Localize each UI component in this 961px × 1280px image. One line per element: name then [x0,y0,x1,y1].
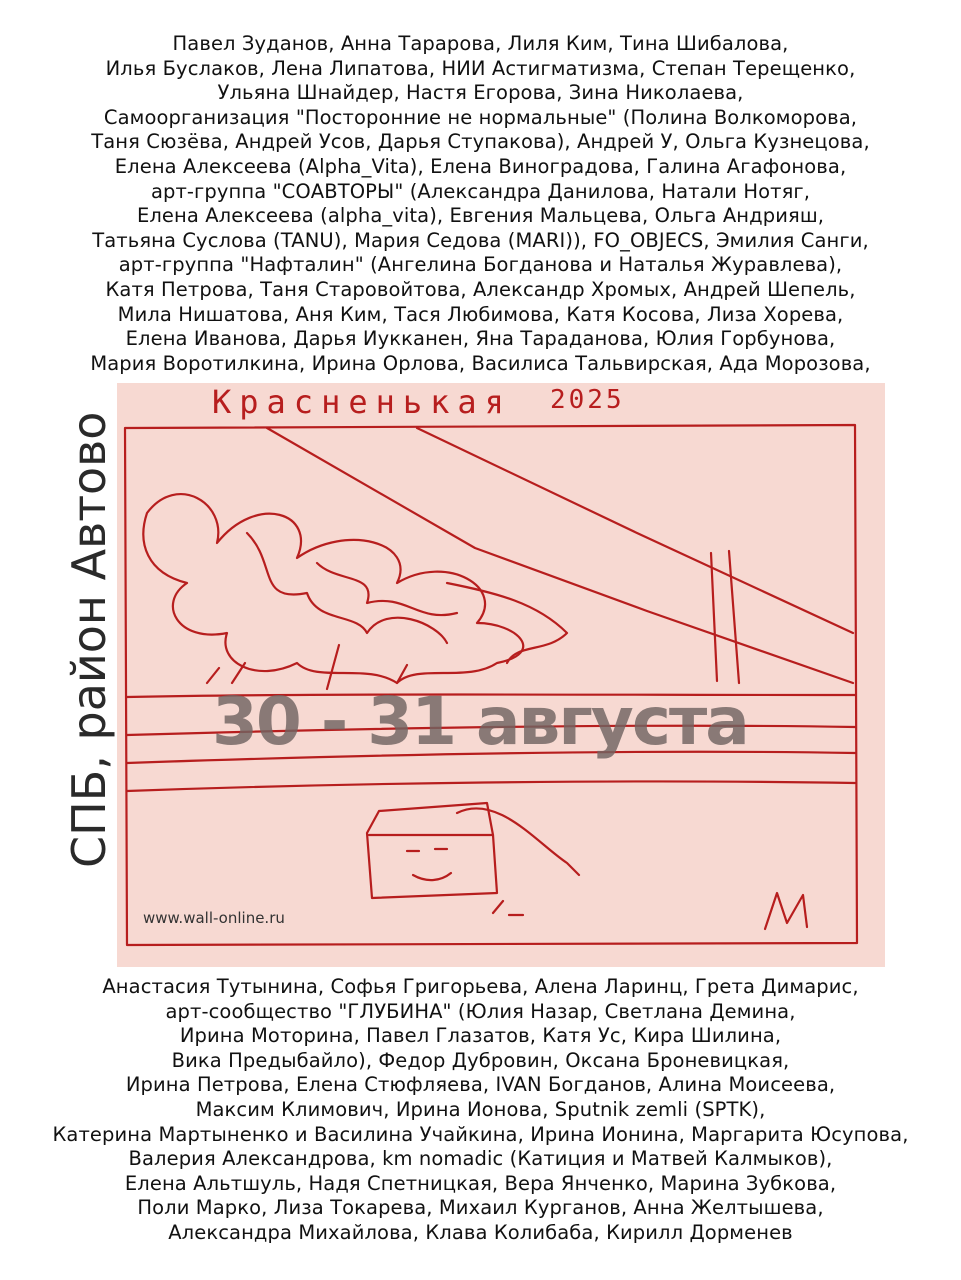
artist-names-line: Таня Сюзёва, Андрей Усов, Дарья Ступакова), Андрей У, Ольга Кузнецова, [91,130,870,154]
artist-names-line: Ульяна Шнайдер, Настя Егорова, Зина Николаева, [217,81,744,105]
event-poster [117,383,885,967]
artist-names-line: арт-группа "Нафталин" (Ангелина Богданова и Наталья Журавлева), [118,253,843,277]
event-location: СПБ, район Автово [62,411,116,868]
artist-names-line: Александра Михайлова, Клава Колибаба, Кирилл Дорменев [168,1220,793,1244]
artist-names-line: Павел Зуданов, Анна Тарарова, Лиля Ким, Тина Шибалова, [172,32,789,55]
artist-names-line: Катя Петрова, Таня Старовойтова, Александр Хромых, Андрей Шепель, [105,277,856,301]
artist-names-line: Вика Предыбайло), Федор Дубровин, Оксана Броневицкая, [171,1048,790,1072]
artist-names-line: Мария Воротилкина, Ирина Орлова, Василиса Тальвирская, Ада Морозова, [90,351,871,375]
sketch-box [457,808,579,875]
artist-names-line: Самоорганизация "Посторонние не нормальные" (Полина Волкоморова, [103,105,858,129]
artwork-year: 2025 [550,385,625,415]
artist-names-line: Поли Марко, Лиза Токарева, Михаил Курганов, Анна Желтышева, [137,1196,824,1220]
artist-names-line: Максим Климович, Ирина Ионова, Sputnik zemli (SPTK), [195,1097,766,1121]
artist-names-line: Елена Альтшуль, Надя Спетницкая, Вера Янченко, Марина Зубкова, [124,1171,837,1195]
artist-names-line: Илья Буслаков, Лена Липатова, НИИ Астигматизма, Степан Терещенко, [105,56,856,80]
sketch-box [367,803,497,898]
artist-names-line: Ирина Петрова, Елена Стюфляева, IVAN Богданов, Алина Моисеева, [125,1073,836,1097]
sketch-tree [447,583,567,663]
artist-names-line: арт-группа "СОАВТОРЫ" (Александра Данилова, Натали Нотяг, [150,179,811,203]
sketch-post [711,553,717,681]
sketch-box [407,849,451,880]
artwork-title: Красненькая [212,383,512,421]
artist-names-line: Катерина Мартыненко и Василина Учайкина, Ирина Ионина, Маргарита Юсупова, [52,1122,909,1146]
artist-names-line: Елена Алексеева (Alpha_Vita), Елена Виноградова, Галина Агафонова, [114,154,847,178]
sketch-beam [417,428,853,633]
artist-names-line: Мила Нишатова, Аня Ким, Тася Любимова, Катя Косова, Лиза Хорева, [117,302,844,326]
sketch-beam [267,428,853,683]
artist-names-line: Валерия Александрова, km nomadic (Катиция и Матвей Калмыков), [128,1147,833,1171]
sketch-tree [143,494,523,683]
sketch-box [493,901,523,915]
event-dates: 30 - 31 августа [212,683,748,760]
artist-names-line: Елена Алексеева (alpha_vita), Евгения Мальцева, Ольга Андрияш, [136,204,825,228]
sketch-drawing [117,383,885,967]
website-url: www.wall-online.ru [143,909,285,927]
sketch-post [729,551,739,683]
artist-names-line: арт-сообщество "ГЛУБИНА" (Юлия Назар, Светлана Демина, [165,999,796,1023]
artist-list-bottom [0,975,961,1246]
sketch-tree [247,533,447,643]
sketch-signature [765,893,807,929]
artist-names-line: Ирина Моторина, Павел Глазатов, Катя Ус, Кира Шилина, [179,1024,782,1048]
artist-names-line: Анастасия Тутынина, Софья Григорьева, Алена Ларинц, Грета Димарис, [102,975,859,998]
sketch-rail [127,781,855,791]
artist-list-top [0,32,961,376]
artist-names-line: Татьяна Суслова (TANU), Мария Седова (MARI)), FO_OBJECS, Эмилия Санги, [92,228,869,252]
artist-names-line: Елена Иванова, Дарья Иукканен, Яна Тараданова, Юлия Горбунова, [125,327,836,351]
